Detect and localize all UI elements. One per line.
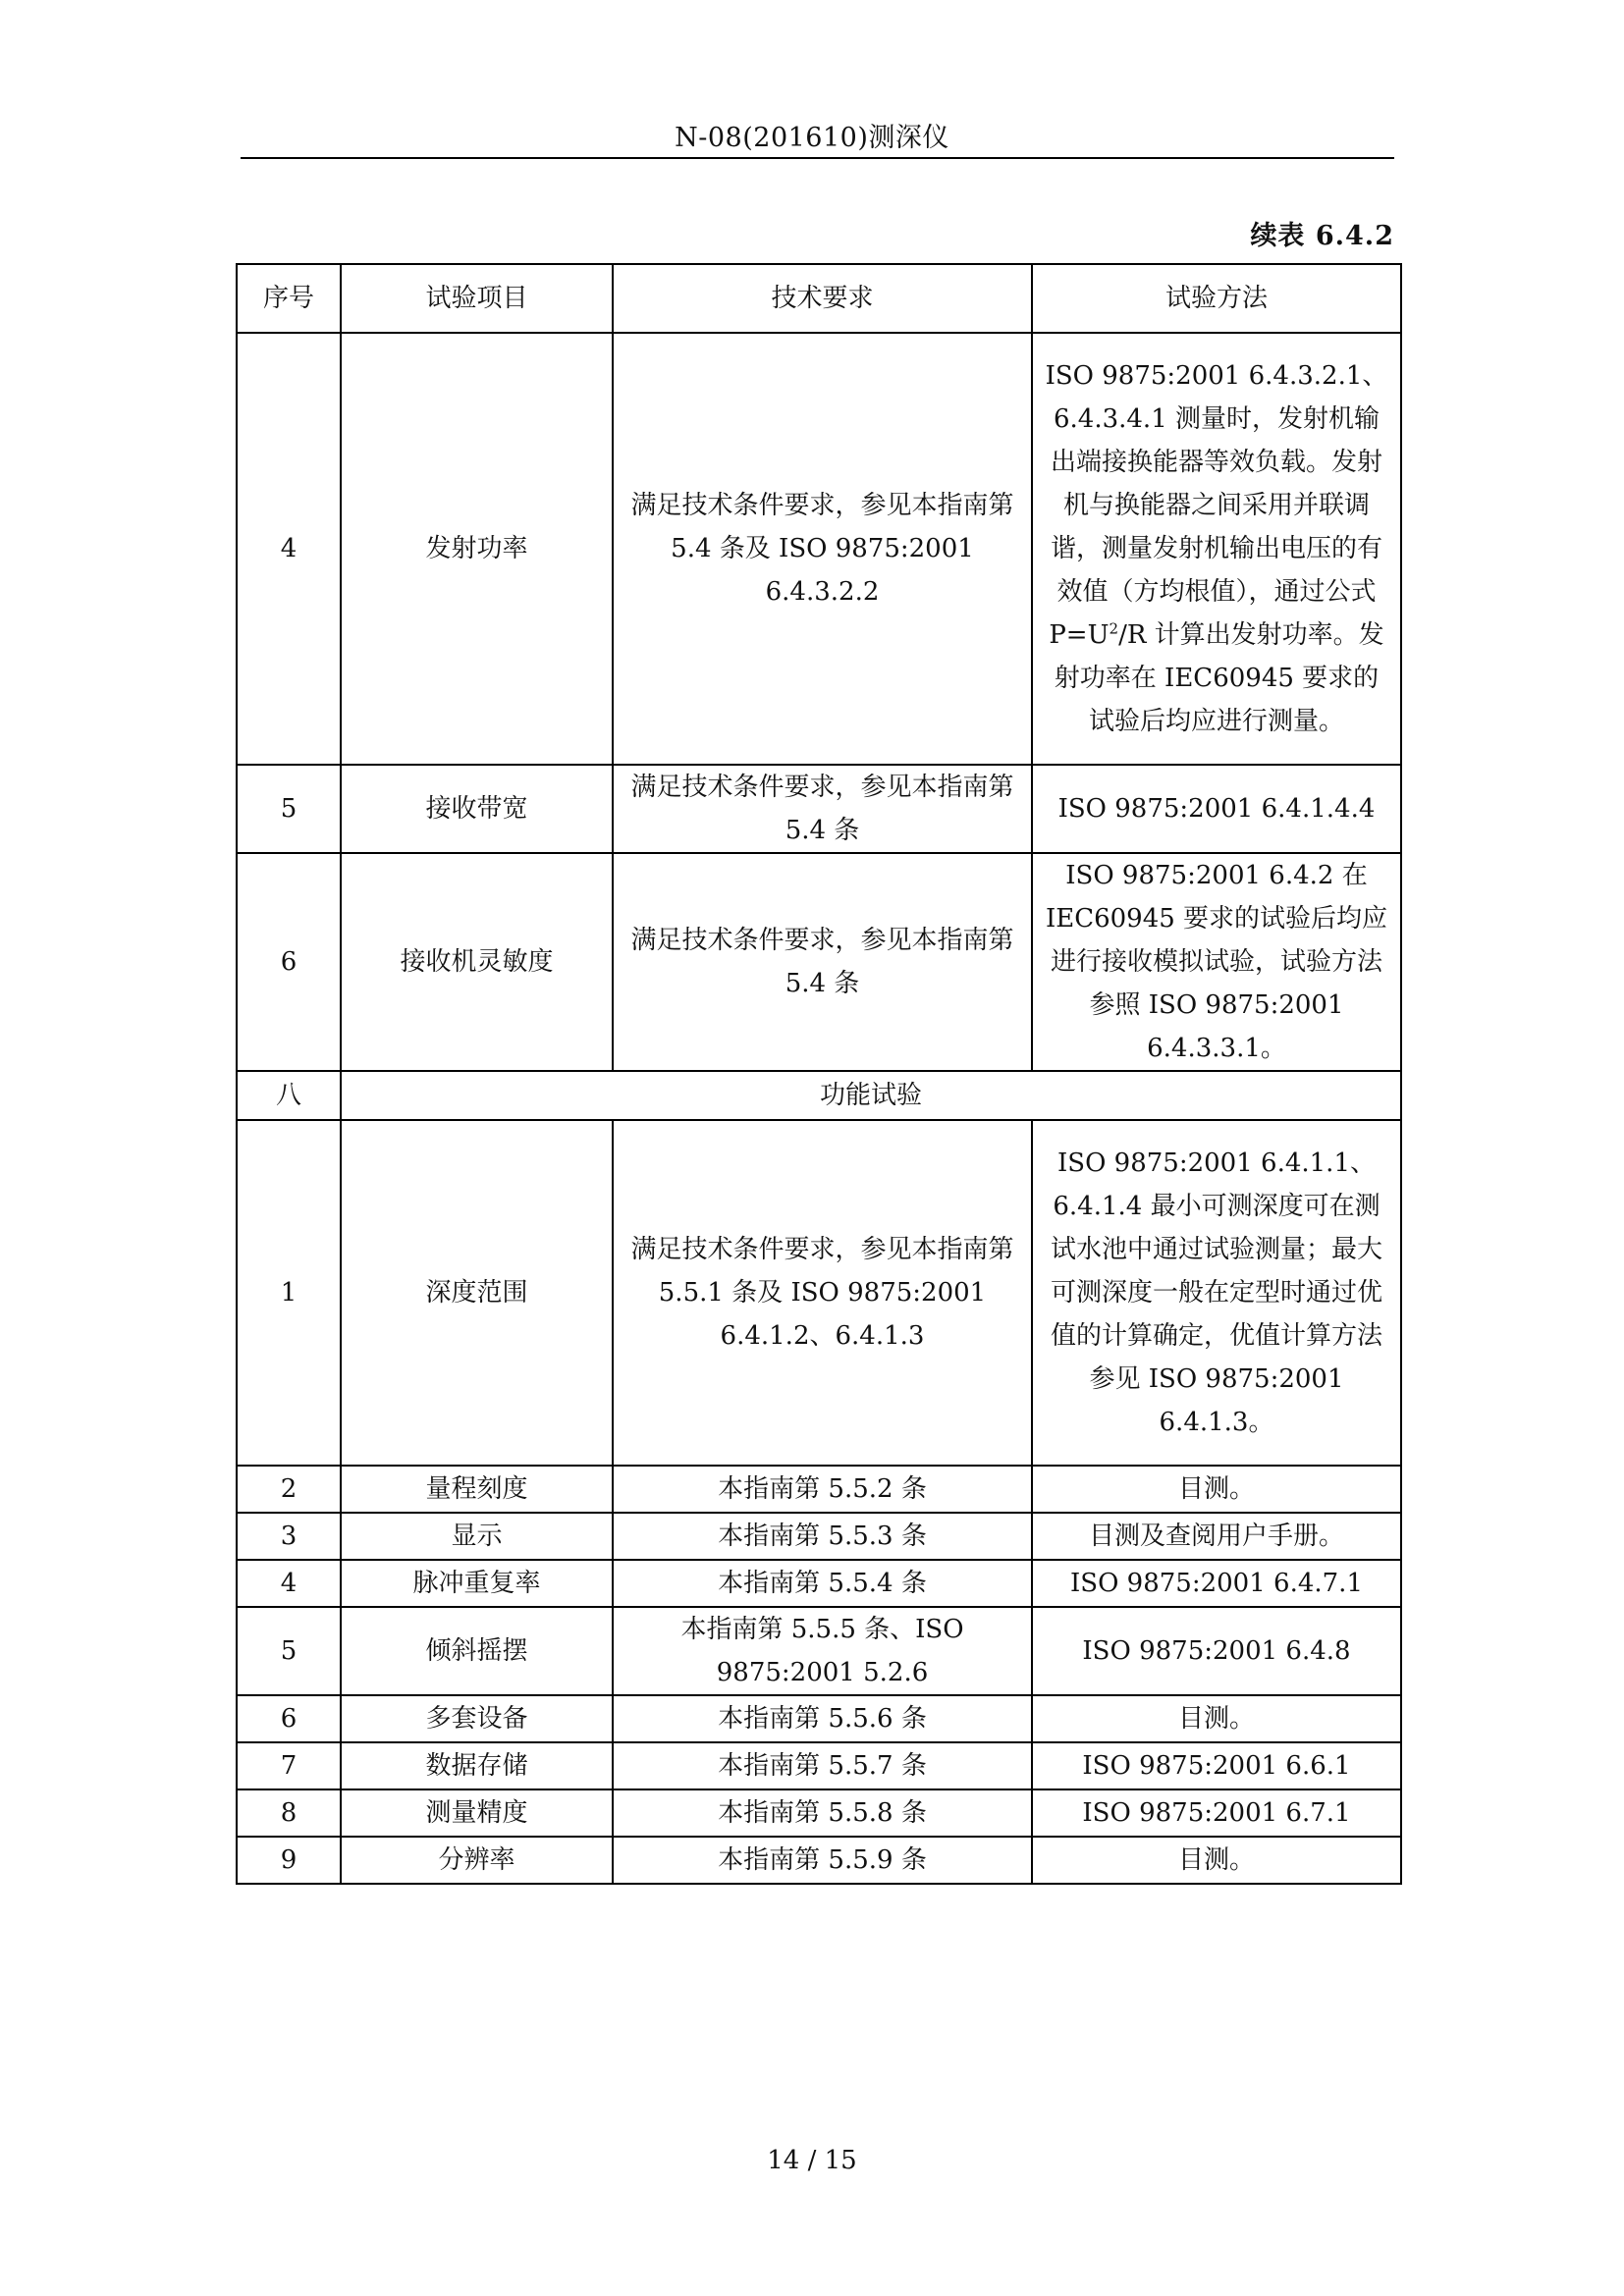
cell-requirement: 本指南第 5.5.3 条 (613, 1513, 1032, 1560)
section-title: 功能试验 (341, 1071, 1401, 1120)
cell-item: 数据存储 (341, 1742, 613, 1789)
cell-no: 2 (237, 1466, 341, 1513)
cell-no: 5 (237, 765, 341, 853)
cell-no: 8 (237, 1789, 341, 1837)
table-row (237, 1607, 1401, 1695)
cell-requirement: 本指南第 5.5.2 条 (613, 1466, 1032, 1513)
table-row (237, 1120, 1401, 1466)
table-row (237, 1695, 1401, 1742)
page-header-title: N-08(201610)测深仪 (675, 123, 949, 153)
cell-requirement: 本指南第 5.5.5 条、ISO 9875:2001 5.2.6 (613, 1607, 1032, 1695)
cell-method: 目测。 (1032, 1695, 1401, 1742)
column-header-item: 试验项目 (341, 264, 613, 333)
method-text: 测量时，发射机输出端接换能器等效负载。发射机与换能器之间采用并联调谐，测量发射机输出电压的有效值（方均根值），通过公式 P=U (1049, 404, 1382, 650)
cell-requirement: 满足技术条件要求，参见本指南第 5.5.1 条及 ISO 9875:2001 6.4.1.2、6.4.1.3 (613, 1120, 1032, 1466)
table-row (237, 1560, 1401, 1607)
section-no: 八 (237, 1071, 341, 1120)
table-row (237, 1466, 1401, 1513)
cell-requirement: 满足技术条件要求，参见本指南第 5.4 条 (613, 853, 1032, 1071)
cell-requirement: 本指南第 5.5.6 条 (613, 1695, 1032, 1742)
table-caption: 续表 6.4.2 (1250, 221, 1394, 251)
cell-method: ISO 9875:2001 6.4.1.1、6.4.1.4 最小可测深度可在测试水池中通过试验测量；最大可测深度一般在定型时通过优值的计算确定，优值计算方法参见 ISO 9875:2001 6.4.1.3。 (1032, 1120, 1401, 1466)
cell-no: 4 (237, 333, 341, 765)
cell-item: 发射功率 (341, 333, 613, 765)
section-row (237, 1071, 1401, 1120)
page-number: 14 / 15 (767, 2146, 857, 2175)
cell-requirement: 本指南第 5.5.9 条 (613, 1837, 1032, 1884)
power-exponent: 2 (1109, 619, 1119, 638)
cell-requirement: 满足技术条件要求，参见本指南第 5.4 条及 ISO 9875:2001 6.4.3.2.2 (613, 333, 1032, 765)
cell-method: ISO 9875:2001 6.4.1.4.4 (1032, 765, 1401, 853)
cell-no: 5 (237, 1607, 341, 1695)
cell-item: 脉冲重复率 (341, 1560, 613, 1607)
cell-no: 6 (237, 1695, 341, 1742)
cell-no: 6 (237, 853, 341, 1071)
cell-item: 分辨率 (341, 1837, 613, 1884)
cell-method: ISO 9875:2001 6.4.2 在 IEC60945 要求的试验后均应进行接收模拟试验，试验方法参照 ISO 9875:2001 6.4.3.3.1。 (1032, 853, 1401, 1071)
table-row (237, 853, 1401, 1071)
table-row (237, 333, 1401, 765)
cell-item: 倾斜摇摆 (341, 1607, 613, 1695)
cell-no: 4 (237, 1560, 341, 1607)
cell-item: 深度范围 (341, 1120, 613, 1466)
cell-requirement: 本指南第 5.5.8 条 (613, 1789, 1032, 1837)
cell-no: 1 (237, 1120, 341, 1466)
cell-no: 9 (237, 1837, 341, 1884)
table-header-row (237, 264, 1401, 333)
cell-requirement: 满足技术条件要求，参见本指南第 5.4 条 (613, 765, 1032, 853)
cell-method: ISO 9875:2001 6.6.1 (1032, 1742, 1401, 1789)
cell-method: 目测。 (1032, 1466, 1401, 1513)
cell-item: 接收机灵敏度 (341, 853, 613, 1071)
cell-no: 3 (237, 1513, 341, 1560)
cell-method: 目测及查阅用户手册。 (1032, 1513, 1401, 1560)
table-row (237, 1742, 1401, 1789)
cell-method: 目测。 (1032, 1837, 1401, 1884)
table-row (237, 1513, 1401, 1560)
cell-no: 7 (237, 1742, 341, 1789)
cell-method: ISO 9875:2001 6.7.1 (1032, 1789, 1401, 1837)
column-header-no: 序号 (237, 264, 341, 333)
header-divider (241, 157, 1394, 159)
table-row (237, 1789, 1401, 1837)
table-row (237, 765, 1401, 853)
method-text-cont: /R 计算出发射功率。发射功率在 IEC60945 要求的试验后均应进行测量。 (1054, 620, 1384, 736)
cell-requirement: 本指南第 5.5.7 条 (613, 1742, 1032, 1789)
cell-item: 量程刻度 (341, 1466, 613, 1513)
cell-method: ISO 9875:2001 6.4.7.1 (1032, 1560, 1401, 1607)
cell-item: 多套设备 (341, 1695, 613, 1742)
cell-method: ISO 9875:2001 6.4.8 (1032, 1607, 1401, 1695)
column-header-requirement: 技术要求 (613, 264, 1032, 333)
cell-method (1032, 333, 1401, 765)
cell-item: 接收带宽 (341, 765, 613, 853)
cell-item: 显示 (341, 1513, 613, 1560)
test-spec-table (236, 263, 1402, 1885)
cell-item: 测量精度 (341, 1789, 613, 1837)
method-standard-ref: ISO 9875:2001 6.4.3.2.1、6.4.3.4.1 (1045, 361, 1388, 434)
column-header-method: 试验方法 (1032, 264, 1401, 333)
table-row (237, 1837, 1401, 1884)
cell-requirement: 本指南第 5.5.4 条 (613, 1560, 1032, 1607)
